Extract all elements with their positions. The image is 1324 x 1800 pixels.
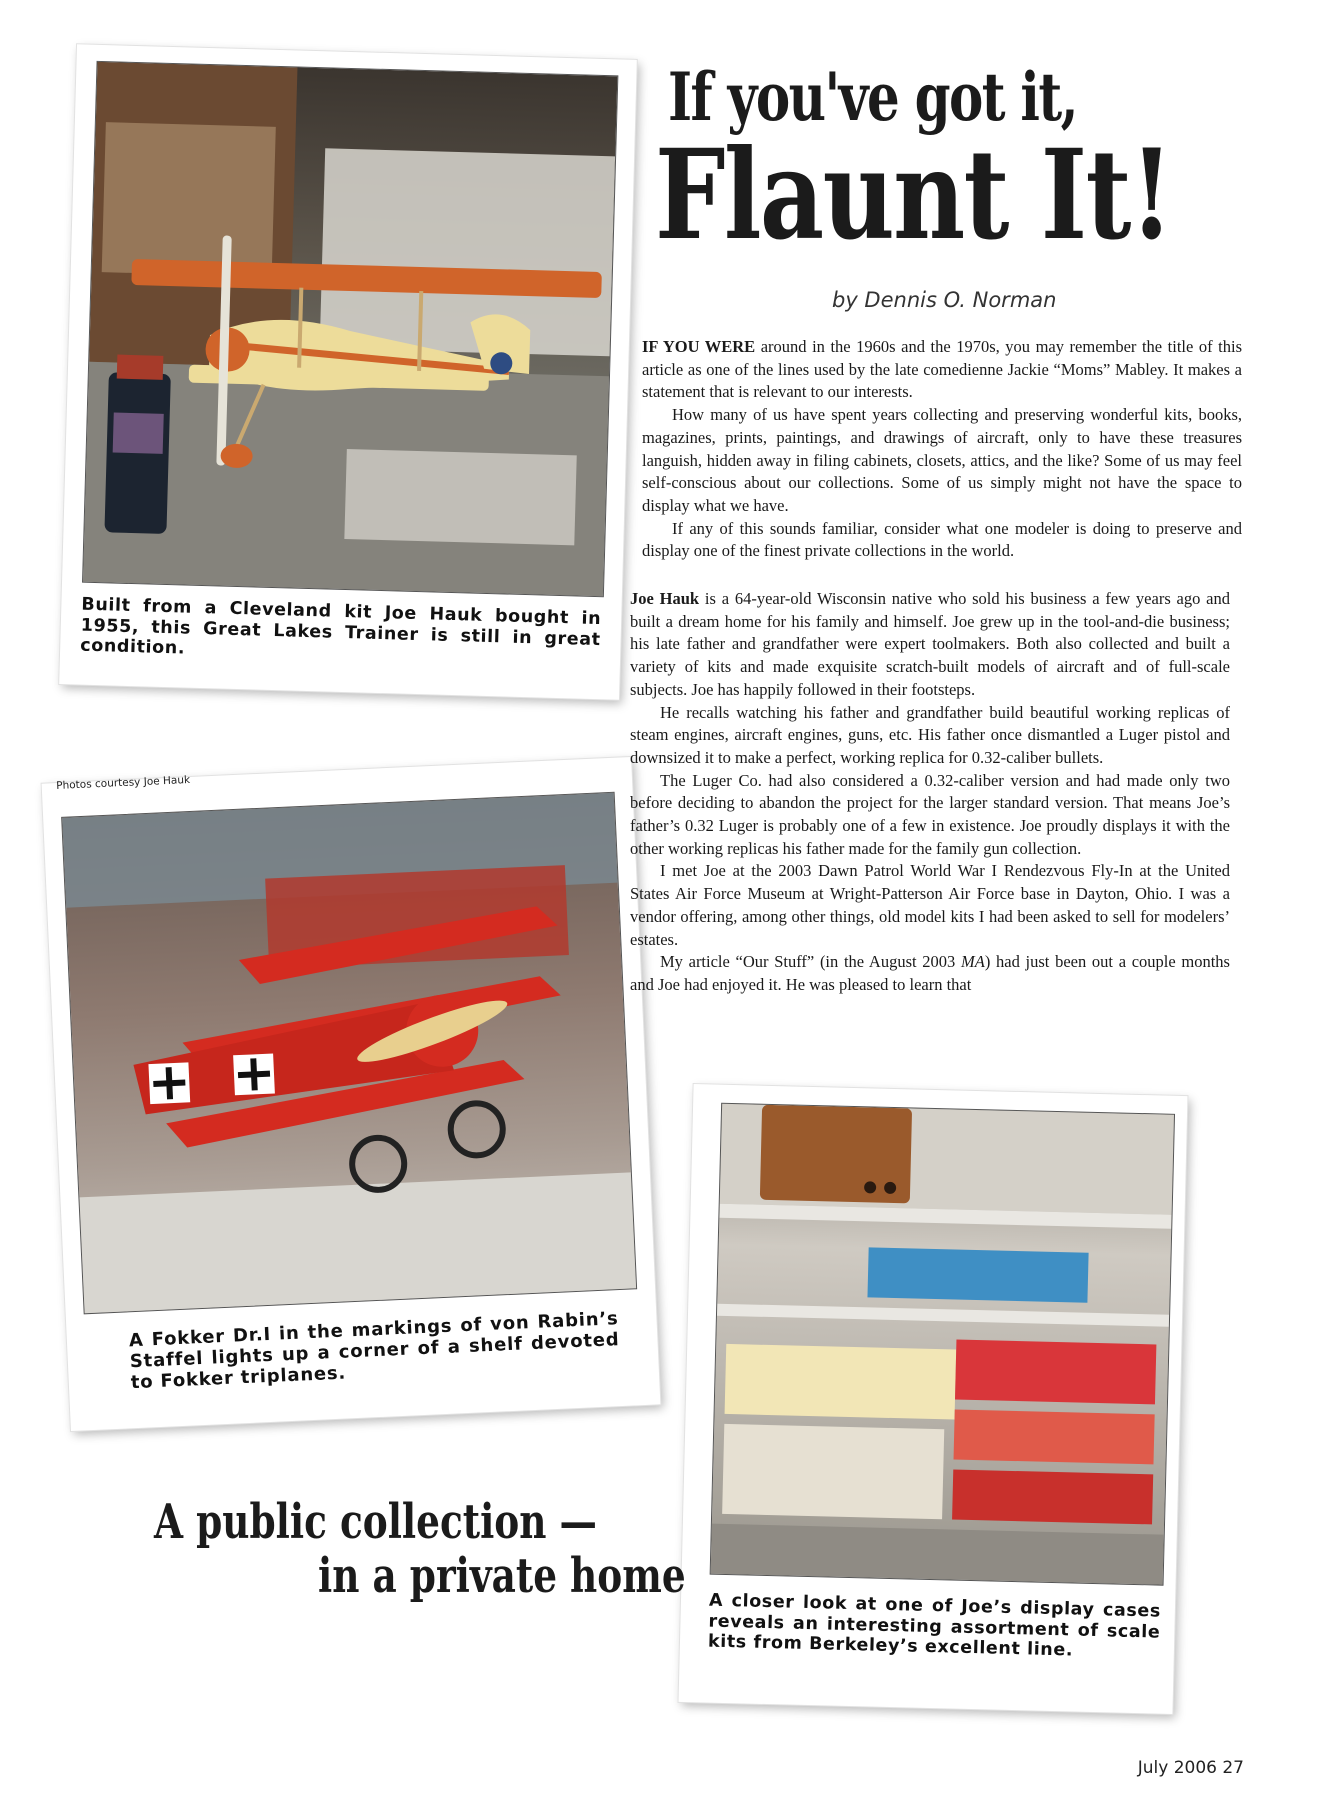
magazine-abbrev: MA [960, 952, 985, 972]
headline-line-1: If you've got it, [668, 58, 1077, 136]
case-floor [711, 1524, 1164, 1585]
paragraph-text: around in the 1960s and the 1970s, you may remember the title of this article as one of the lines used by the late comedienne Jackie “Moms” Mabley. It makes a statement that is relevant to our interests. [642, 337, 1242, 402]
paragraph-text: ) had just been out a couple months and Joe had enjoyed it. He was pleased to learn that [630, 952, 1230, 994]
kit-box-red [955, 1340, 1156, 1405]
display-glass [79, 1172, 636, 1313]
caption-fokker-triplane: A Fokker Dr.I in the markings of von Rabin’s Staffel lights up a corner of a shelf devoted to Fokker triplanes. [128, 1308, 620, 1394]
kit-box-red [952, 1470, 1153, 1525]
poster [102, 122, 276, 277]
article-body-main [630, 588, 1230, 997]
bottle-label [113, 412, 164, 453]
photo-display-case [710, 1103, 1175, 1586]
plan-sheet [344, 449, 576, 545]
display-case-illustration [711, 1104, 1174, 1585]
kit-box-white [722, 1424, 944, 1519]
drawings-sheet [320, 148, 615, 356]
caption-great-lakes-trainer: Built from a Cleveland kit Joe Hauk bought in 1955, this Great Lakes Trainer is still in great condition. [79, 594, 602, 659]
paragraph: How many of us have spent years collecting and preserving wonderful kits, books, magazines, prints, paintings, and drawings of aircraft, only to have these treasures languish, hidden away in filing cabinets, closets, attics, and the like? Some of us may feel self-conscious about our collections. Some of us simply might not have the space to display what we have. [642, 405, 1242, 515]
paragraph: The Luger Co. had also considered a 0.32-caliber version and had made only two before deciding to abandon the project for the larger standard version. That means Joe’s father’s 0.32 Luger is probably one of a few in existence. Joe proudly displays it with the other working replicas his father made for the family gun collection. [630, 770, 1230, 858]
paragraph: I met Joe at the 2003 Dawn Patrol World War I Rendezvous Fly-In at the United States Air Force Museum at Wright-Patterson Air Force base in Dayton, Ohio. I was a vendor offering, among other things, old model kits I had been asked to sell for modelers’ estates. [630, 861, 1230, 949]
headline-line-2: Flaunt It! [655, 123, 1172, 268]
paragraph-text: is a 64-year-old Wisconsin native who sold his business a few years ago and built a dream home for his family and himself. Joe grew up in the tool-and-die business; his late father and grandfather were expert toolmakers. Both also collected and built a variety of kits and made exquisite scratch-built models of aircraft and of full-scale subjects. Joe has happily followed in their footsteps. [630, 589, 1231, 699]
paragraph: He recalls watching his father and grandfather build beautiful working replicas of steam engines, aircraft engines, guns, etc. His father once dismantled a Luger pistol and downsized it to make a perfect, working replica for 0.32-caliber bullets. [630, 702, 1230, 767]
lead-in: Joe Hauk [630, 589, 700, 608]
strut [419, 291, 421, 371]
page-footer: July 2006 27 [1137, 1758, 1244, 1778]
shelf-edge [717, 1304, 1169, 1327]
subhead-line-1: A public collection — [154, 1494, 597, 1550]
great-lakes-trainer-illustration [83, 62, 617, 596]
paragraph [630, 588, 1230, 702]
photo-card-great-lakes-trainer [59, 44, 637, 699]
kit-box-aircar [725, 1344, 957, 1420]
photo-fokker-triplane [61, 792, 637, 1315]
wheel [351, 1137, 405, 1191]
wheel [450, 1102, 504, 1156]
lead-in: IF YOU WERE [642, 337, 756, 356]
byline: by Dennis O. Norman [832, 288, 1057, 312]
bottle-cap [117, 355, 164, 380]
kit-box-blue [867, 1247, 1088, 1302]
fokker-triplane-illustration [62, 793, 636, 1314]
article-body-intro [642, 336, 1242, 563]
caption-display-case: A closer look at one of Joe’s display cases reveals an interesting assortment of scale kits from Berkeley’s excellent line. [707, 1590, 1162, 1661]
photo-great-lakes-trainer [82, 61, 618, 597]
subhead-line-2: in a private home [318, 1548, 686, 1604]
paragraph [642, 336, 1242, 404]
kit-box-red [954, 1410, 1155, 1465]
paragraph-text: My article “Our Stuff” (in the August 2003 [660, 952, 961, 972]
photo-credit: Photos courtesy Joe Hauk [56, 773, 191, 792]
photo-card-display-case [679, 1084, 1188, 1714]
strut [299, 288, 301, 368]
paragraph [630, 951, 1230, 996]
photo-card-fokker-triplane [42, 757, 661, 1431]
paragraph: If any of this sounds familiar, consider what one modeler is doing to preserve and display one of the finest private collections in the world. [642, 518, 1242, 561]
